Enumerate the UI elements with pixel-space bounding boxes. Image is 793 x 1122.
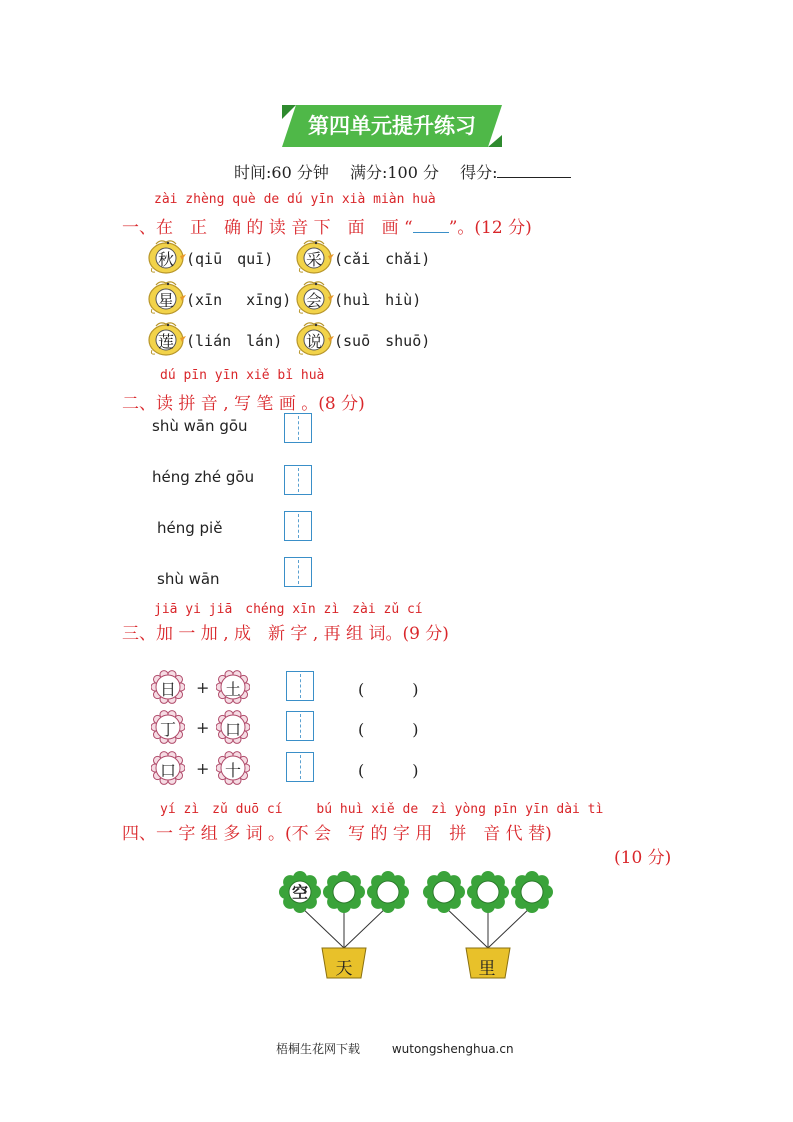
pinyin-choice-item [146,238,306,276]
stroke-label: héng piě [157,519,223,537]
plus-sign: + [196,718,210,737]
flower-frame [151,670,185,704]
flower-pots-illustration [276,870,566,982]
flower-frame [216,751,250,785]
flower-center-blank [521,881,543,903]
footer-text: 梧桐生花网下载 [276,1042,361,1056]
flower-frame [216,670,250,704]
pinyin-choice-item [294,279,454,317]
pot-char-li: 里 [478,959,496,979]
pinyin-options[interactable]: (cǎi chǎi) [334,250,431,268]
pinyin-choice-item [146,320,306,358]
underline-sample [413,220,449,233]
example-word: 空 [291,883,308,902]
flower-stem [300,906,344,948]
full-score: 满分:100 分 [349,163,439,182]
plus-sign: + [196,759,210,778]
stroke-label: shù wān gōu [152,417,248,435]
pinyin-choice-item [146,279,306,317]
target-character: 会 [305,291,322,310]
footer [276,1040,514,1057]
q1-pinyin: zài zhèng què de dú yīn xià miàn huà [154,192,436,207]
target-character: 秋 [157,250,174,269]
q2-title: 二、读 拼 音 , 写 笔 画 。(8 分) [122,394,365,414]
target-character: 星 [157,291,174,310]
q4-score: (10 分) [614,848,672,868]
writing-grid[interactable] [284,511,312,541]
q4-pinyin: yí zì zǔ duō cí bú huì xiě de zì yòng pīn yīn dài tì [160,802,604,817]
stroke-label: héng zhé gōu [152,468,255,486]
flower-stem [444,906,488,948]
q1-title-a: 一、在 正 确 的 读 音 下 面 画 “ [122,218,413,238]
pinyin-choice-item [294,238,454,276]
pinyin-options[interactable]: (xīn xīng) [186,291,292,309]
target-character: 莲 [157,332,174,351]
component-character: 十 [224,761,241,780]
flower-center-blank [333,881,355,903]
score-blank[interactable] [497,163,571,178]
pinyin-options[interactable]: (qiū quī) [186,250,274,268]
time-limit: 时间:60 分钟 [234,163,329,182]
flower-stem [344,906,388,948]
plus-sign: + [196,678,210,697]
score-label: 得分: [460,163,498,182]
pinyin-choice-item [294,320,454,358]
page-title: 第四单元提升练习 [308,114,476,138]
flower-frame [216,710,250,744]
flower-frame [151,751,185,785]
q1-title [122,213,532,238]
word-answer-parens[interactable]: ( ) [358,761,419,780]
pinyin-options[interactable]: (huì hiù) [334,291,422,309]
writing-grid[interactable] [284,413,312,443]
pinyin-options[interactable]: (suō shuō) [334,332,431,350]
word-answer-parens[interactable]: ( ) [358,720,419,739]
component-character: 日 [159,680,176,699]
component-character: 土 [224,680,241,699]
flower-center-blank [433,881,455,903]
q3-pinyin: jiā yi jiā chéng xīn zì zài zǔ cí [154,602,423,617]
new-character-grid[interactable] [286,752,314,782]
new-character-grid[interactable] [286,711,314,741]
flower-frame [151,710,185,744]
exam-info [234,160,587,183]
pinyin-options[interactable]: (lián lán) [186,332,283,350]
component-character: 口 [224,720,241,739]
title-banner-wrap [282,105,502,147]
q1-title-b: ”。(12 分) [448,218,532,238]
q4-title: 四、一 字 组 多 词 。(不 会 写 的 字 用 拼 音 代 替) [122,824,552,844]
flower-center-blank [477,881,499,903]
target-character: 采 [305,250,322,269]
footer-url[interactable]: wutongshenghua.cn [391,1042,514,1056]
flower-stem [488,906,532,948]
writing-grid[interactable] [284,557,312,587]
new-character-grid[interactable] [286,671,314,701]
q3-title: 三、加 一 加 , 成 新 字 , 再 组 词。(9 分) [122,624,449,644]
word-answer-parens[interactable]: ( ) [358,680,419,699]
target-character: 说 [305,332,322,351]
flower-center-blank [377,881,399,903]
component-character: 口 [159,761,176,780]
pot-char-tian: 天 [335,959,353,979]
writing-grid[interactable] [284,465,312,495]
component-character: 丁 [159,720,176,739]
q2-pinyin: dú pīn yīn xiě bǐ huà [160,368,325,383]
stroke-label: shù wān [157,570,220,588]
